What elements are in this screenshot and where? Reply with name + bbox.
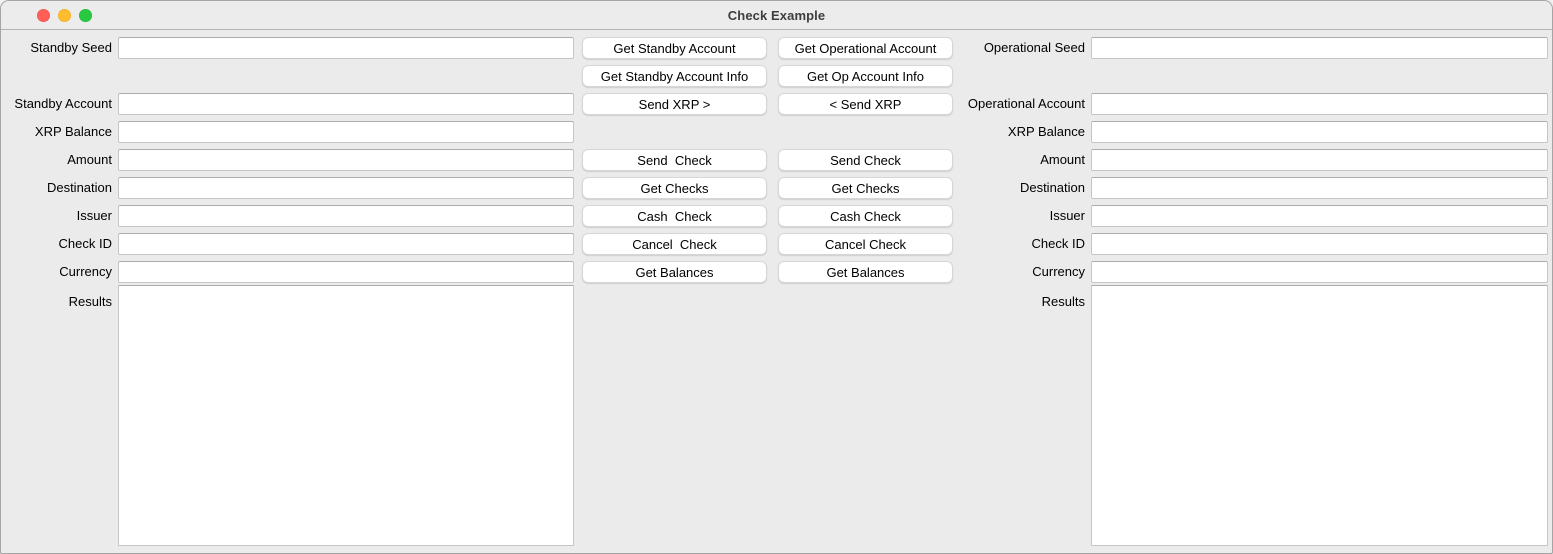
- standby-currency-input[interactable]: [118, 261, 574, 283]
- operational-seed-input[interactable]: [1091, 37, 1548, 59]
- standby-destination-label: Destination: [46, 180, 112, 195]
- operational-check-id-label: Check ID: [1031, 236, 1085, 251]
- standby-currency-label: Currency: [59, 264, 112, 279]
- traffic-lights: [37, 1, 92, 29]
- minimize-icon[interactable]: [58, 9, 71, 22]
- operational-results-textarea[interactable]: [1091, 285, 1548, 546]
- operational-currency-input[interactable]: [1091, 261, 1548, 283]
- close-icon[interactable]: [37, 9, 50, 22]
- standby-amount-label: Amount: [67, 152, 112, 167]
- operational-destination-input[interactable]: [1091, 177, 1548, 199]
- operational-cancel-check-button[interactable]: Cancel Check: [778, 233, 953, 255]
- get-op-account-info-button[interactable]: Get Op Account Info: [778, 65, 953, 87]
- standby-issuer-input[interactable]: [118, 205, 574, 227]
- operational-amount-input[interactable]: [1091, 149, 1548, 171]
- operational-get-checks-button[interactable]: Get Checks: [778, 177, 953, 199]
- get-standby-account-info-button[interactable]: Get Standby Account Info: [582, 65, 767, 87]
- standby-get-checks-button[interactable]: Get Checks: [582, 177, 767, 199]
- operational-issuer-label: Issuer: [1049, 208, 1085, 223]
- row-destination: [1, 177, 1552, 199]
- row-results: [1, 289, 1552, 550]
- standby-results-label: Results: [68, 294, 112, 309]
- operational-amount-label: Amount: [1040, 152, 1085, 167]
- operational-destination-label: Destination: [1019, 180, 1085, 195]
- operational-currency-label: Currency: [1032, 264, 1085, 279]
- row-amount: [1, 149, 1552, 171]
- standby-xrp-balance-label: XRP Balance: [34, 124, 112, 139]
- operational-seed-label: Operational Seed: [983, 40, 1085, 55]
- row-account-info: [1, 65, 1552, 87]
- standby-amount-input[interactable]: [118, 149, 574, 171]
- standby-destination-input[interactable]: [118, 177, 574, 199]
- zoom-icon[interactable]: [79, 9, 92, 22]
- row-issuer: [1, 205, 1552, 227]
- standby-seed-input[interactable]: [118, 37, 574, 59]
- operational-results-label: Results: [1041, 294, 1085, 309]
- standby-send-check-button[interactable]: Send Check: [582, 149, 767, 171]
- standby-results-textarea[interactable]: [118, 285, 574, 546]
- operational-issuer-input[interactable]: [1091, 205, 1548, 227]
- row-check-id: [1, 233, 1552, 255]
- standby-issuer-label: Issuer: [76, 208, 112, 223]
- standby-get-balances-button[interactable]: Get Balances: [582, 261, 767, 283]
- row-xrp-balance: [1, 121, 1552, 143]
- get-standby-account-button[interactable]: Get Standby Account: [582, 37, 767, 59]
- window-title: Check Example: [727, 7, 826, 23]
- row-seed: [1, 37, 1552, 59]
- send-xrp-operational-button[interactable]: < Send XRP: [778, 93, 953, 115]
- row-account: [1, 93, 1552, 115]
- get-operational-account-button[interactable]: Get Operational Account: [778, 37, 953, 59]
- operational-account-label: Operational Account: [967, 96, 1085, 111]
- operational-xrp-balance-label: XRP Balance: [1007, 124, 1085, 139]
- main-content: [1, 30, 1552, 550]
- titlebar[interactable]: [1, 1, 1552, 30]
- standby-cancel-check-button[interactable]: Cancel Check: [582, 233, 767, 255]
- operational-get-balances-button[interactable]: Get Balances: [778, 261, 953, 283]
- operational-account-input[interactable]: [1091, 93, 1548, 115]
- operational-cash-check-button[interactable]: Cash Check: [778, 205, 953, 227]
- standby-account-input[interactable]: [118, 93, 574, 115]
- standby-check-id-label: Check ID: [58, 236, 112, 251]
- operational-xrp-balance-input[interactable]: [1091, 121, 1548, 143]
- send-xrp-standby-button[interactable]: Send XRP >: [582, 93, 767, 115]
- standby-xrp-balance-input[interactable]: [118, 121, 574, 143]
- standby-account-label: Standby Account: [14, 96, 112, 111]
- row-currency: [1, 261, 1552, 283]
- standby-cash-check-button[interactable]: Cash Check: [582, 205, 767, 227]
- operational-send-check-button[interactable]: Send Check: [778, 149, 953, 171]
- operational-check-id-input[interactable]: [1091, 233, 1548, 255]
- standby-check-id-input[interactable]: [118, 233, 574, 255]
- standby-seed-label: Standby Seed: [30, 40, 112, 55]
